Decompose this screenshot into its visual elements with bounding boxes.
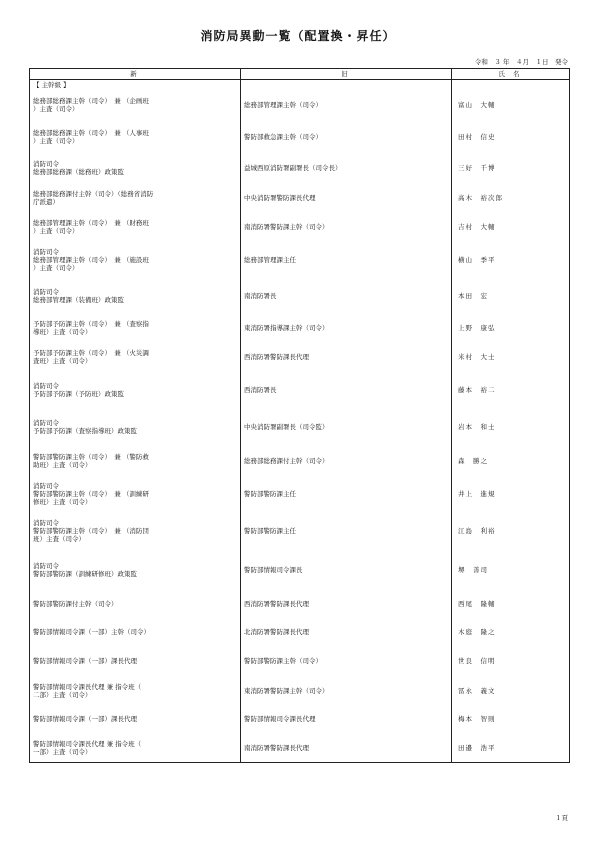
old-position: 南消防署警防課長代理 — [241, 733, 452, 763]
person-name: 森 勝之 — [452, 446, 570, 475]
person-name: 田村 信史 — [452, 120, 570, 153]
person-name: 富山 大輔 — [452, 90, 570, 120]
person-name: 本田 宏 — [452, 279, 570, 313]
old-position: 警防部警防課主任 — [241, 512, 452, 550]
table-row — [30, 446, 570, 475]
table-row — [30, 408, 570, 446]
person-name: 冨永 義文 — [452, 676, 570, 705]
person-name: 岩本 和士 — [452, 408, 570, 446]
new-position: 総務部総務課主幹（司令） 兼 （人事班 ）主査（司令） — [30, 120, 241, 153]
old-position: 警防部警防課主幹（司令） — [241, 646, 452, 676]
person-name: 江島 利裕 — [452, 512, 570, 550]
table-row — [30, 90, 570, 120]
new-position: 消防司令 総務部管理課主幹（司令） 兼 （施設班 ）主査（司令） — [30, 241, 241, 279]
section-empty — [241, 80, 452, 91]
old-position: 益城西原消防署副署長（司令長） — [241, 153, 452, 183]
old-position: 警防部救急課主幹（司令） — [241, 120, 452, 153]
person-name: 西尾 隆輔 — [452, 589, 570, 618]
table-row — [30, 705, 570, 733]
person-name: 木庭 隆之 — [452, 618, 570, 646]
old-position: 南消防署長 — [241, 279, 452, 313]
new-position: 総務部総務課付主幹（司令）（総務省消防 庁派遣） — [30, 183, 241, 212]
person-name: 吉村 大輔 — [452, 212, 570, 241]
table-row — [30, 120, 570, 153]
table-row — [30, 475, 570, 512]
table-row — [30, 646, 570, 676]
old-position: 西消防署長 — [241, 371, 452, 408]
header-old: 旧 — [241, 69, 452, 80]
person-name: 井上 進規 — [452, 475, 570, 512]
person-name: 高木 裕次郎 — [452, 183, 570, 212]
person-name: 堺 善司 — [452, 550, 570, 589]
new-position: 消防司令 警防部警防課（訓練研修班）政策監 — [30, 550, 241, 589]
table-row — [30, 183, 570, 212]
old-position: 北消防署警防課長代理 — [241, 618, 452, 646]
header-name: 氏 名 — [452, 69, 570, 80]
old-position: 警防部情報司令課長 — [241, 550, 452, 589]
old-position: 東消防署警防課主幹（司令） — [241, 676, 452, 705]
old-position: 警防部情報司令課長代理 — [241, 705, 452, 733]
old-position: 総務部総務課付主幹（司令） — [241, 446, 452, 475]
document-title: 消防局異動一覧（配置換・昇任） — [200, 29, 396, 43]
new-position: 消防司令 予防部予防課（査察指導班）政策監 — [30, 408, 241, 446]
person-name: 三好 千博 — [452, 153, 570, 183]
table-row — [30, 618, 570, 646]
old-position: 中央消防署副署長（司令監） — [241, 408, 452, 446]
old-position: 西消防署警防課長代理 — [241, 342, 452, 371]
table-header-row — [30, 69, 570, 80]
table-row — [30, 550, 570, 589]
page-number: １頁 — [555, 814, 568, 822]
new-position: 総務部総務課主幹（司令） 兼 （企画班 ）主査（司令） — [30, 90, 241, 120]
table-row — [30, 279, 570, 313]
person-name: 上野 康弘 — [452, 313, 570, 342]
new-position: 警防部情報司令課（一部）主幹（司令） — [30, 618, 241, 646]
new-position: 総務部管理課主幹（司令） 兼 （財務班 ）主査（司令） — [30, 212, 241, 241]
section-empty — [452, 80, 570, 91]
new-position: 予防部予防課主幹（司令） 兼 （査察指 導班）主査（司令） — [30, 313, 241, 342]
table-row — [30, 342, 570, 371]
new-position: 警防部情報司令課（一部）課長代理 — [30, 705, 241, 733]
table-row — [30, 153, 570, 183]
person-name: 米村 大士 — [452, 342, 570, 371]
personnel-table — [29, 68, 570, 763]
new-position: 予防部予防課主幹（司令） 兼 （火災調 査班）主査（司令） — [30, 342, 241, 371]
table-row — [30, 212, 570, 241]
new-position: 消防司令 警防部警防課主幹（司令） 兼 （消防団 班）主査（司令） — [30, 512, 241, 550]
table-row — [30, 313, 570, 342]
table-row — [30, 371, 570, 408]
old-position: 中央消防署警防課長代理 — [241, 183, 452, 212]
section-row — [30, 80, 570, 91]
person-name: 田邉 浩平 — [452, 733, 570, 763]
person-name: 梅本 智則 — [452, 705, 570, 733]
new-position: 消防司令 総務部総務課（総務班）政策監 — [30, 153, 241, 183]
table-row — [30, 512, 570, 550]
person-name: 横山 季平 — [452, 241, 570, 279]
person-name: 藤本 裕二 — [452, 371, 570, 408]
old-position: 総務部管理課主幹（司令） — [241, 90, 452, 120]
table-row — [30, 733, 570, 763]
old-position: 総務部管理課主任 — [241, 241, 452, 279]
old-position: 西消防署警防課長代理 — [241, 589, 452, 618]
issue-date: 令和 ３ 年 ４月 １日 発令 — [474, 58, 568, 66]
header-new: 新 — [30, 69, 241, 80]
old-position: 東消防署指導課主幹（司令） — [241, 313, 452, 342]
table-row — [30, 241, 570, 279]
new-position: 消防司令 総務部管理課（装備班）政策監 — [30, 279, 241, 313]
table-row — [30, 676, 570, 705]
new-position: 消防司令 警防部警防課主幹（司令） 兼 （訓練研 修班）主査（司令） — [30, 475, 241, 512]
new-position: 警防部警防課付主幹（司令） — [30, 589, 241, 618]
table-row — [30, 589, 570, 618]
new-position: 警防部情報司令課長代理 兼 指令班（ 二部）主査（司令） — [30, 676, 241, 705]
section-label: 【 主幹級 】 — [30, 80, 241, 91]
old-position: 南消防署警防課主幹（司令） — [241, 212, 452, 241]
new-position: 警防部情報司令課長代理 兼 指令班（ 一部）主査（司令） — [30, 733, 241, 763]
person-name: 世良 信明 — [452, 646, 570, 676]
new-position: 警防部警防課主幹（司令） 兼 （警防救 助班）主査（司令） — [30, 446, 241, 475]
new-position: 警防部情報司令課（一部）課長代理 — [30, 646, 241, 676]
old-position: 警防部警防課主任 — [241, 475, 452, 512]
new-position: 消防司令 予防部予防課（予防班）政策監 — [30, 371, 241, 408]
